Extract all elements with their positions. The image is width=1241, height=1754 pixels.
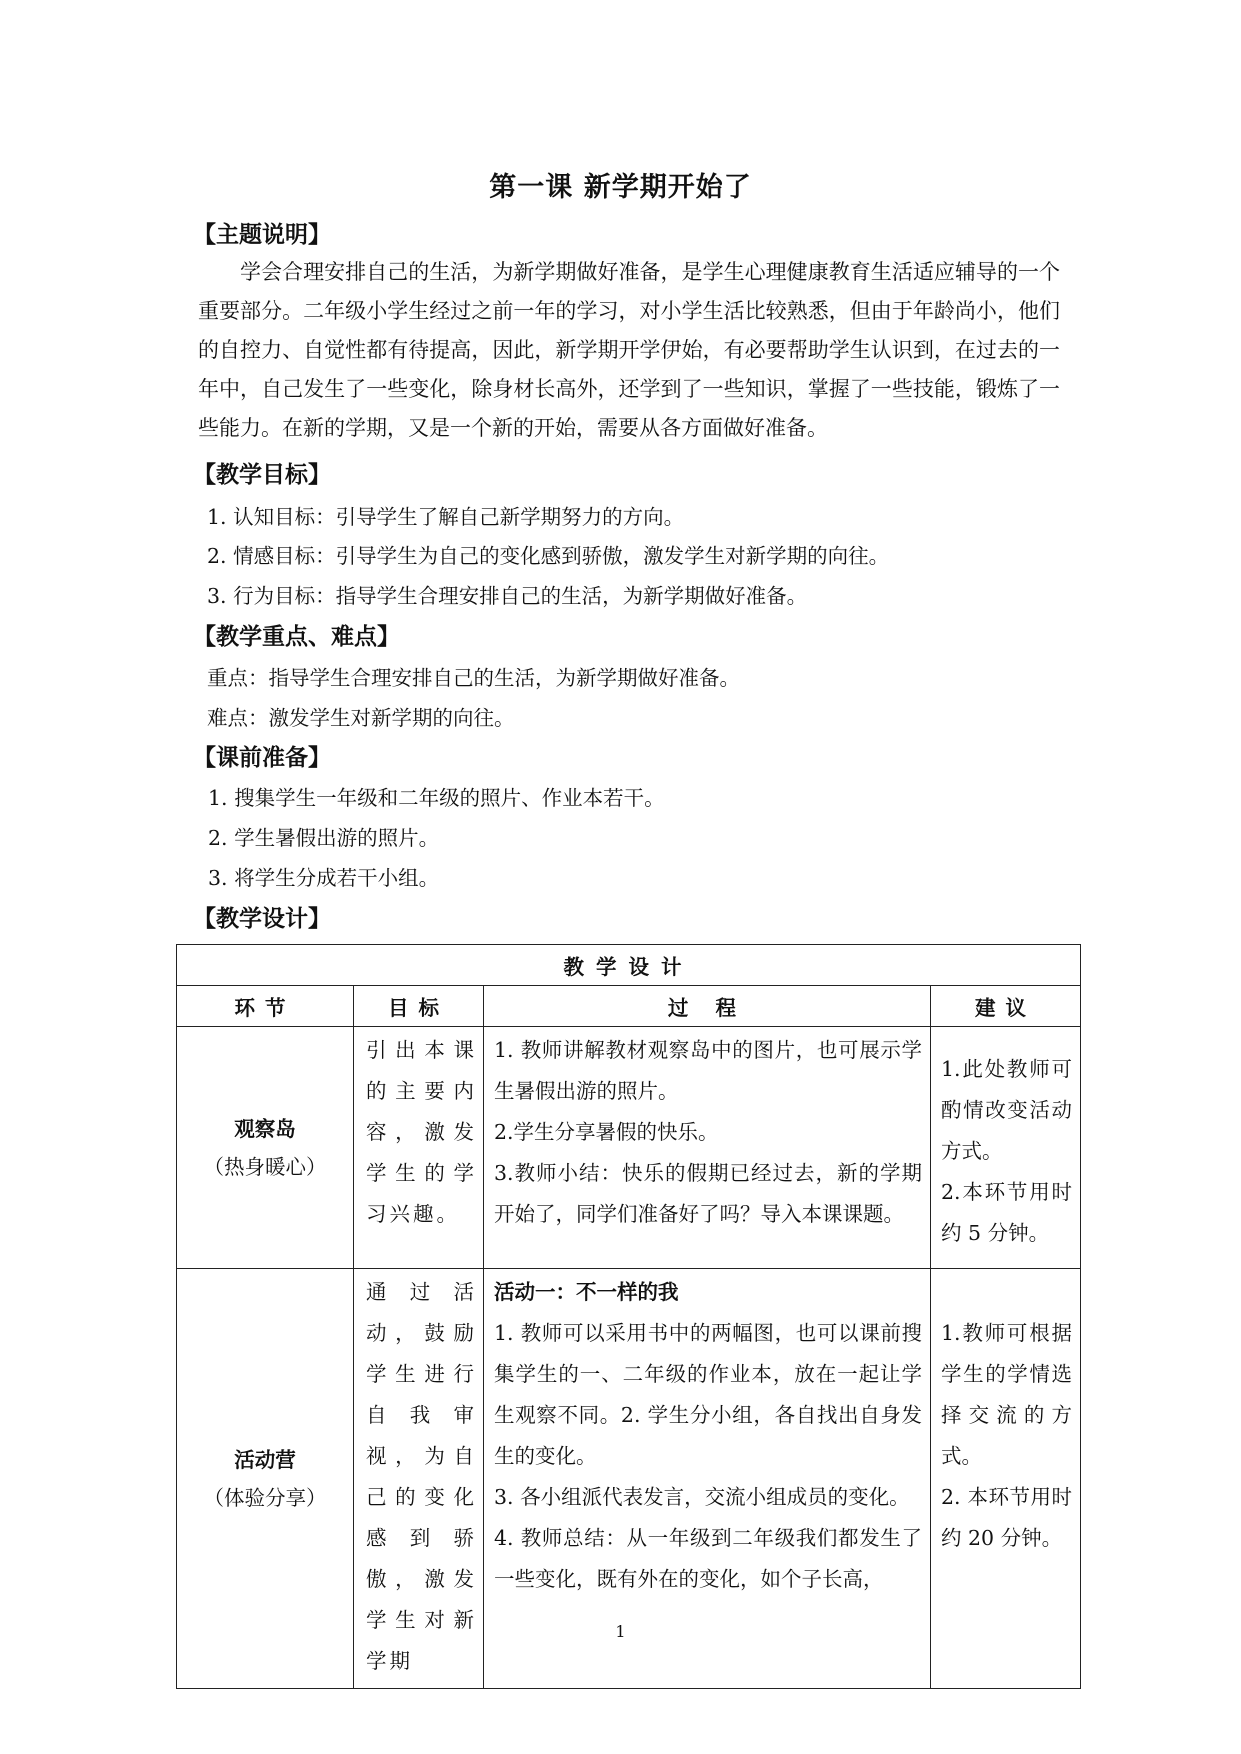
stage-name: 活动营 [234,1447,296,1472]
difficult-point-item: 难点：激发学生对新学期的向往。 [207,706,515,730]
process-step: 3.教师小结：快乐的假期已经过去，新的学期开始了，同学们准备好了吗？导入本课课题。 [494,1161,922,1226]
goal-cell: 通过活动，鼓励学生进行自我审视，为自己的变化感到骄傲，激发学生对新学期 [354,1269,484,1689]
process-step: 3. 各小组派代表发言，交流小组成员的变化。 [494,1485,910,1509]
advice-cell [931,1027,1081,1269]
header-goal: 目标 [354,986,484,1027]
preparation-item-3: 3. 将学生分成若干小组。 [208,866,440,890]
advice-item: 1.此处教师可酌情改变活动方式。 [941,1057,1072,1163]
advice-item: 2.本环节用时约 5 分钟。 [941,1180,1072,1245]
table-header-row [177,986,1081,1027]
page-title: 第一课 新学期开始了 [489,172,752,203]
header-stage: 环节 [177,986,354,1027]
theme-paragraph: 学会合理安排自己的生活，为新学期做好准备，是学生心理健康教育生活适应辅导的一个重要部分。二年级小学生经过之前一年的学习，对小学生活比较熟悉，但由于年龄尚小，他们的自控力、自觉性都有待提高，因此，新学期开学伊始，有必要帮助学生认识到，在过去的一年中，自己发生了一些变化，除身材长高外，还学到了一些知识，掌握了一些技能，锻炼了一些能力。在新的学期，又是一个新的开始，需要从各方面做好准备。 [198,260,1060,440]
goal-item-2: 2. 情感目标：引导学生为自己的变化感到骄傲，激发学生对新学期的向往。 [207,544,890,568]
process-step: 1. 教师讲解教材观察岛中的图片，也可展示学生暑假出游的照片。 [494,1038,922,1103]
table-caption: 教学设计 [177,945,1081,986]
stage-cell [177,1027,354,1269]
goal-item-1: 1. 认知目标：引导学生了解自己新学期努力的方向。 [207,505,685,529]
theme-heading: 【主题说明】 [193,222,331,248]
header-advice: 建议 [931,986,1081,1027]
activity-title: 活动一：不一样的我 [494,1280,679,1304]
goal-item-3: 3. 行为目标：指导学生合理安排自己的生活，为新学期做好准备。 [207,584,808,608]
advice-item: 1.教师可根据学生的学情选择交流的方式。 [941,1321,1072,1468]
key-points-heading: 【教学重点、难点】 [193,624,400,650]
key-point-item: 重点：指导学生合理安排自己的生活，为新学期做好准备。 [207,666,740,690]
advice-item: 2. 本环节用时约 20 分钟。 [941,1485,1072,1550]
process-step: 4. 教师总结：从一年级到二年级我们都发生了一些变化，既有外在的变化，如个子长高， [494,1526,922,1591]
process-cell [484,1027,931,1269]
teaching-design-table [176,944,1081,1689]
goals-heading: 【教学目标】 [193,462,331,488]
preparation-item-2: 2. 学生暑假出游的照片。 [208,826,440,850]
stage-name: 观察岛 [234,1116,296,1141]
design-heading: 【教学设计】 [193,906,331,932]
preparation-item-1: 1. 搜集学生一年级和二年级的照片、作业本若干。 [208,786,665,810]
stage-subtitle: （体验分享） [203,1485,327,1510]
table-row [177,1027,1081,1269]
goal-cell: 引出本课的主要内容，激发学生的学习兴趣。 [354,1027,484,1269]
stage-subtitle: （热身暖心） [203,1154,327,1179]
process-step: 2.学生分享暑假的快乐。 [494,1120,719,1144]
header-process: 过 程 [484,986,931,1027]
preparation-heading: 【课前准备】 [193,745,331,771]
page-number: 1 [615,1622,626,1641]
process-step: 1. 教师可以采用书中的两幅图，也可以课前搜集学生的一、二年级的作业本，放在一起让学生观察不同。2. 学生分小组，各自找出自身发生的变化。 [494,1321,922,1468]
